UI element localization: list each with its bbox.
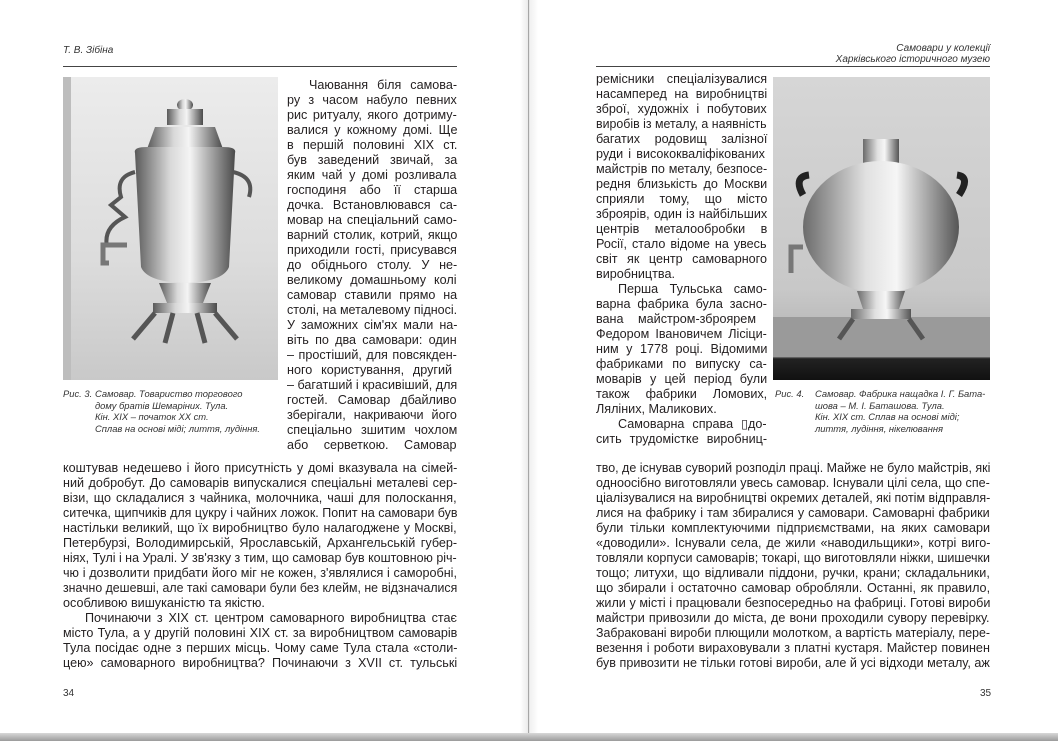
text-line: значно дешевші, але такі самовари були без клейм, не відзначалися — [63, 581, 458, 595]
text-line: спеціально зшитим чохлом — [287, 423, 458, 437]
text-line: до обіднього столу. У не- — [287, 258, 458, 272]
text-line: ніях, Тулі і на Уралі. У зв'язку з тим, що самовар був коштовною річ- — [63, 551, 457, 565]
figure-4-caption — [773, 388, 998, 438]
caption-line: Кін. XIX ст. Сплав на основі міді; — [815, 411, 960, 423]
text-line: господиня або її старша — [287, 183, 458, 197]
text-line: цею» самоварного виробництва? Починаючи з XVII ст. тульські — [63, 656, 458, 670]
caption-line: Самовар. Товариство торгового — [95, 388, 243, 399]
page-number: 34 — [63, 688, 75, 699]
text-line: ру з часом набуло певних — [287, 93, 457, 107]
header-line: Харківського історичного музею — [835, 54, 990, 65]
text-line: місто Тула, а у другій половині XIX ст. за виробництвом самоварів — [63, 626, 458, 640]
text-line: тво, де існував суворий розподіл праці. Майже не було майстрів, які — [596, 461, 991, 475]
left-full-text — [63, 461, 457, 671]
running-header-author: Т. В. Зібіна — [63, 45, 114, 56]
text-line: варний столик, котрий, якщо — [287, 228, 458, 242]
text-line: приходили гості, присувався — [287, 243, 457, 257]
text-line: Забраковані вироби плющили молотком, а вартість матеріалу, пере- — [596, 626, 991, 640]
text-line: ремісники спеціалізувалися — [596, 72, 768, 86]
text-line: Ляліних, Маликових. — [596, 402, 717, 416]
text-line: Чаювання біля самова- — [309, 78, 458, 92]
text-line: або серветкою. Самовар — [287, 438, 457, 452]
text-line: Росії, стало відоме на увесь — [596, 237, 767, 251]
text-line: в першій половині XIX ст. — [287, 138, 458, 152]
text-line: Починаючи з XIX ст. центром самоварного виробництва стає — [85, 611, 457, 625]
text-line: яким чай у домі розливала — [287, 168, 457, 182]
text-line: Тула посідає одне з перших місць. Чому саме Тула стала «столи- — [63, 641, 458, 655]
text-line: чю і дозволити придбати його міг не кожен, з'являлися і саморобні, — [63, 566, 457, 580]
text-line: зброярів, один із найбільших — [596, 207, 768, 221]
caption-line: шова – М. І. Баташова. Тула. — [815, 399, 945, 411]
text-line: жили у місті і працювали безпосередньо на фабриці. Готові вироби — [596, 596, 991, 610]
figure-3-photo — [63, 77, 278, 380]
text-line: – простіший, для повсякден- — [287, 348, 457, 362]
text-line: ситечка, щипчиків для цукру і чайних ложок. Попит на самовари був — [63, 506, 458, 520]
page-edge — [0, 733, 1058, 741]
samovar-image — [773, 77, 990, 380]
text-line: зброї, художніх і побутових — [596, 102, 767, 116]
text-line: лися на фабрику і там збиралися у самовари. Самоварні фабрики — [596, 506, 990, 520]
text-line: великому домашньому колі — [287, 273, 457, 287]
text-line: столі, на металевому підносі. — [287, 303, 458, 317]
text-line: центрів металообробки в — [596, 222, 768, 236]
text-line: сприяли тому, що місто — [596, 192, 768, 206]
text-line: Петербурзі, Володимирській, Ярославській, Архангельській губер- — [63, 536, 458, 550]
text-line: що збирали і остаточно самовар обробляли. Останні, як правило, — [596, 581, 991, 595]
left-narrow-text — [287, 78, 457, 453]
caption-line: дому братів Шемаріних. Тула. — [95, 399, 229, 411]
text-line: насамперед на виробництві — [596, 87, 768, 101]
text-line: особливою вишуканістю та якістю. — [63, 596, 265, 610]
figure-number: Рис. 3. — [63, 388, 93, 399]
caption-line: Самовар. Фабрика нащадка І. Г. Бата- — [815, 388, 986, 399]
text-line: мовар на спеціальний само- — [287, 213, 457, 227]
text-line: ціалізувалися на виробництві окремих деталей, які потім відправля- — [596, 491, 991, 505]
text-line: гостей. Самовар дбайливо — [287, 393, 457, 407]
running-header-title — [836, 43, 990, 65]
text-line: сить трудомістке виробниц- — [596, 432, 768, 446]
text-line: дочка. Встановлювався са- — [287, 198, 458, 212]
caption-line: лиття, лудіння, нікелювання — [815, 422, 944, 434]
text-line: багатих родовищ залізної — [596, 132, 768, 146]
text-line: майстрів по металу, безпосе- — [596, 162, 768, 176]
text-line: У заможних сім'ях мали на- — [287, 318, 458, 332]
book-spine — [520, 0, 538, 733]
text-line: фабриками по випуску са- — [596, 357, 767, 371]
text-line: одноосібно виготовляли увесь самовар. Існували цілі села, що спе- — [596, 476, 990, 490]
text-line: ний добробут. До самоварів випускалися спеціальні металеві сер- — [63, 476, 458, 490]
text-line: самовар ставили прямо на — [287, 288, 458, 302]
text-line: товляли корпуси самоварів; токарі, що виготовляли ніжки, шишечки — [596, 551, 991, 565]
figure-3-caption — [63, 388, 278, 438]
text-line: Перша Тульська само- — [618, 282, 767, 296]
right-narrow-text — [596, 72, 767, 447]
text-line: руди і висококваліфікованих — [596, 147, 765, 161]
text-line: коштував недешево і його присутність у домі вказувала на сімей- — [63, 461, 458, 475]
text-line: – багатший і красивіший, для — [287, 378, 458, 392]
page-number: 35 — [980, 688, 992, 699]
header-rule — [63, 66, 457, 67]
text-line: рис ритуалу, якого дотриму- — [287, 108, 457, 122]
text-line: везення і роботи вираховували з платні кустаря. Майстер повинен — [596, 641, 990, 655]
text-line: майстри привозили до міста, де вони проходили сувору перевірку. — [596, 611, 990, 625]
text-line: були тільки комплектуючими підприємствами, на яких самовари — [596, 521, 991, 535]
text-line: був заведений звичай, за — [287, 153, 458, 167]
text-line: вана майстром-зброярем — [596, 312, 756, 326]
text-line: виробництва. — [596, 267, 675, 281]
text-line: ного користування, другий — [287, 363, 453, 377]
text-line: був привозити не тільки готові вироби, але й усі відходи металу, аж — [596, 656, 990, 670]
text-line: варна фабрика була засно- — [596, 297, 767, 311]
header-rule — [596, 66, 990, 67]
text-line: віть по два самовари: один — [287, 333, 457, 347]
right-full-text — [596, 461, 990, 671]
text-line: зберігали, накриваючи його — [287, 408, 457, 422]
text-line: Федором Івановичем Лісіци- — [596, 327, 767, 341]
text-line: візи, що складалися з чайника, молочника, чаші для полоскання, — [63, 491, 457, 505]
text-line: моварів у цей період були — [596, 372, 768, 386]
header-line: Самовари у колекції — [896, 43, 990, 54]
text-line: тощо; литухи, що відливали піддони, ручки, крани; складальники, — [596, 566, 990, 580]
text-line: світ як центр самоварного — [596, 252, 767, 266]
caption-line: Кін. XIX – початок XX ст. — [95, 411, 209, 423]
text-line: настільки великий, що їх виробництво було налагоджене у Москві, — [63, 521, 457, 535]
text-line: Самоварна справа ▯до- — [618, 417, 767, 431]
text-line: ним у 1778 році. Відомими — [596, 342, 768, 356]
text-line: редня близькість до Москви — [596, 177, 768, 191]
caption-line: Сплав на основі міді; лиття, лудіння. — [95, 422, 261, 434]
figure-4-photo — [773, 77, 990, 380]
text-line: виробів із металу, а наявність — [596, 117, 767, 131]
text-line: валися у кожному домі. Ще — [287, 123, 458, 137]
text-line: «доводили». Існували села, де жили «наводильщики», котрі виго- — [596, 536, 991, 550]
text-line: також фабрики Ломових, — [596, 387, 768, 401]
samovar-image — [63, 77, 278, 380]
figure-number: Рис. 4. — [775, 388, 805, 399]
